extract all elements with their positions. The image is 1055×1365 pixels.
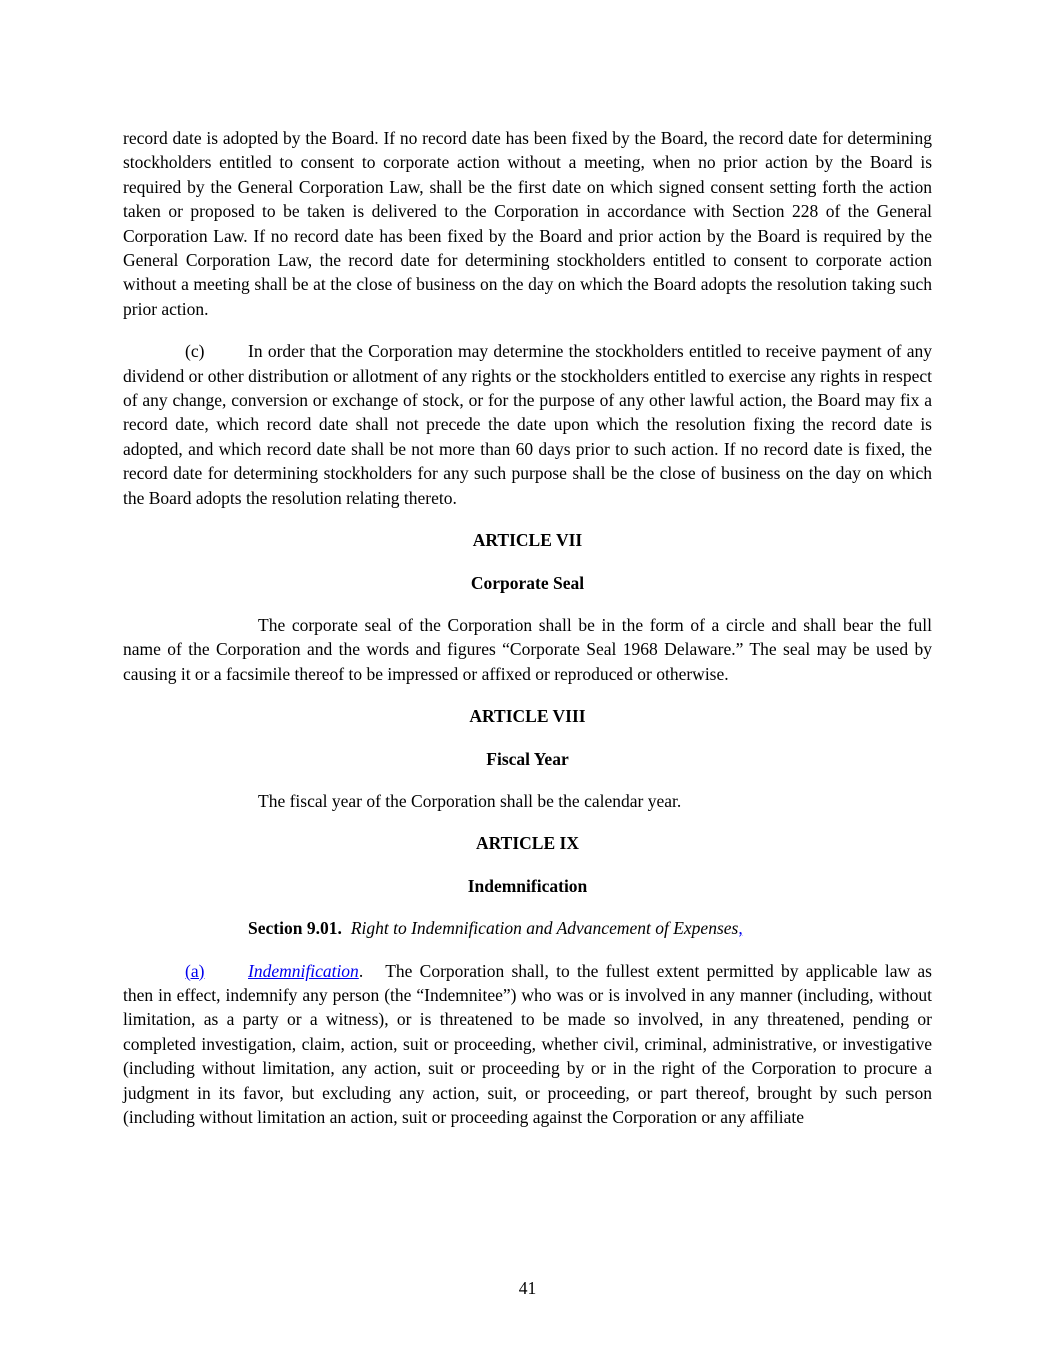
paragraph-fiscal-year: The fiscal year of the Corporation shall be the calendar year. [258, 790, 682, 811]
paragraph-clause-a-indemnification [123, 959, 932, 1130]
section-9-01-number: Section 9.01. [248, 918, 342, 939]
article-9-subheading-indemnification: Indemnification [467, 875, 588, 896]
indemnification-term-period: . [358, 960, 364, 981]
section-9-01-title: Right to Indemnification and Advancement of Expenses [350, 918, 739, 939]
indemnification-term-link[interactable]: Indemnification [248, 960, 359, 981]
paragraph-clause-c [123, 339, 932, 510]
clause-c-label-cell [185, 339, 248, 363]
clause-a-text: The Corporation shall, to the fullest extent permitted by applicable law as then in effect, indemnify any person (the “Indemnitee”) who was or is involved in any manner (including, without limitation, as a party or a witness), or is threatened to be made so involved, in any threatened, pending or completed investigation, claim, action, suit or proceeding, whether civil, criminal, administrative, or investigative (including without limitation, any action, suit or proceeding by or in the right of the Corporation to procure a judgment in its favor, but excluding any action, suit, or proceeding, or part thereof, brought by such person (including without limitation an action, suit or proceeding against the Corporation or any affiliate [123, 960, 932, 1127]
document-content [123, 126, 932, 1147]
clause-a-label-link[interactable]: (a) [185, 960, 205, 981]
article-9-heading: ARTICLE IX [476, 833, 579, 854]
section-9-01-line [123, 916, 932, 940]
page-number: 41 [518, 1278, 537, 1298]
clause-a-label-cell [185, 959, 248, 983]
section-9-01-edit-mark-link[interactable]: , [738, 918, 743, 939]
article-8-subheading-fiscal-year: Fiscal Year [486, 748, 569, 769]
paragraph-record-date: record date is adopted by the Board. If no record date has been fixed by the Board, the record date for determining stockholders entitled to consent to corporate action without a meeting, when no prior action by the Board is required by the General Corporation Law, shall be the first date on which signed consent setting forth the action taken or proposed to be taken is delivered to the Corporation in accordance with Section 228 of the General Corporation Law. If no record date has been fixed by the Board and prior action by the Board is required by the General Corporation Law, the record date for determining stockholders entitled to consent to corporate action without a meeting shall be at the close of business on the day on which the Board adopts the resolution taking such prior action. [123, 128, 932, 319]
clause-c-label: (c) [185, 341, 205, 362]
article-7-subheading-corporate-seal: Corporate Seal [470, 572, 585, 593]
clause-c-text: In order that the Corporation may determine the stockholders entitled to receive payment of any dividend or other distribution or allotment of any rights or the stockholders entitled to exercise any rights in respect of any change, conversion or exchange of stock, or for the purpose of any other lawful action, the Board may fix a record date, which record date shall not precede the date upon which the resolution fixing the record date is adopted, and which record date shall be not more than 60 days prior to such action. If no record date is fixed, the record date for determining stockholders for any such purpose shall be the close of business on the day on which the Board adopts the resolution relating thereto. [123, 341, 932, 508]
article-7-heading: ARTICLE VII [472, 530, 583, 551]
article-8-heading: ARTICLE VIII [469, 706, 586, 727]
paragraph-corporate-seal: The corporate seal of the Corporation shall be in the form of a circle and shall bear the full name of the Corporation and the words and figures “Corporate Seal 1968 Delaware.” The seal may be used by causing it or a facsimile thereof to be impressed or affixed or reproduced or otherwise. [123, 614, 932, 684]
